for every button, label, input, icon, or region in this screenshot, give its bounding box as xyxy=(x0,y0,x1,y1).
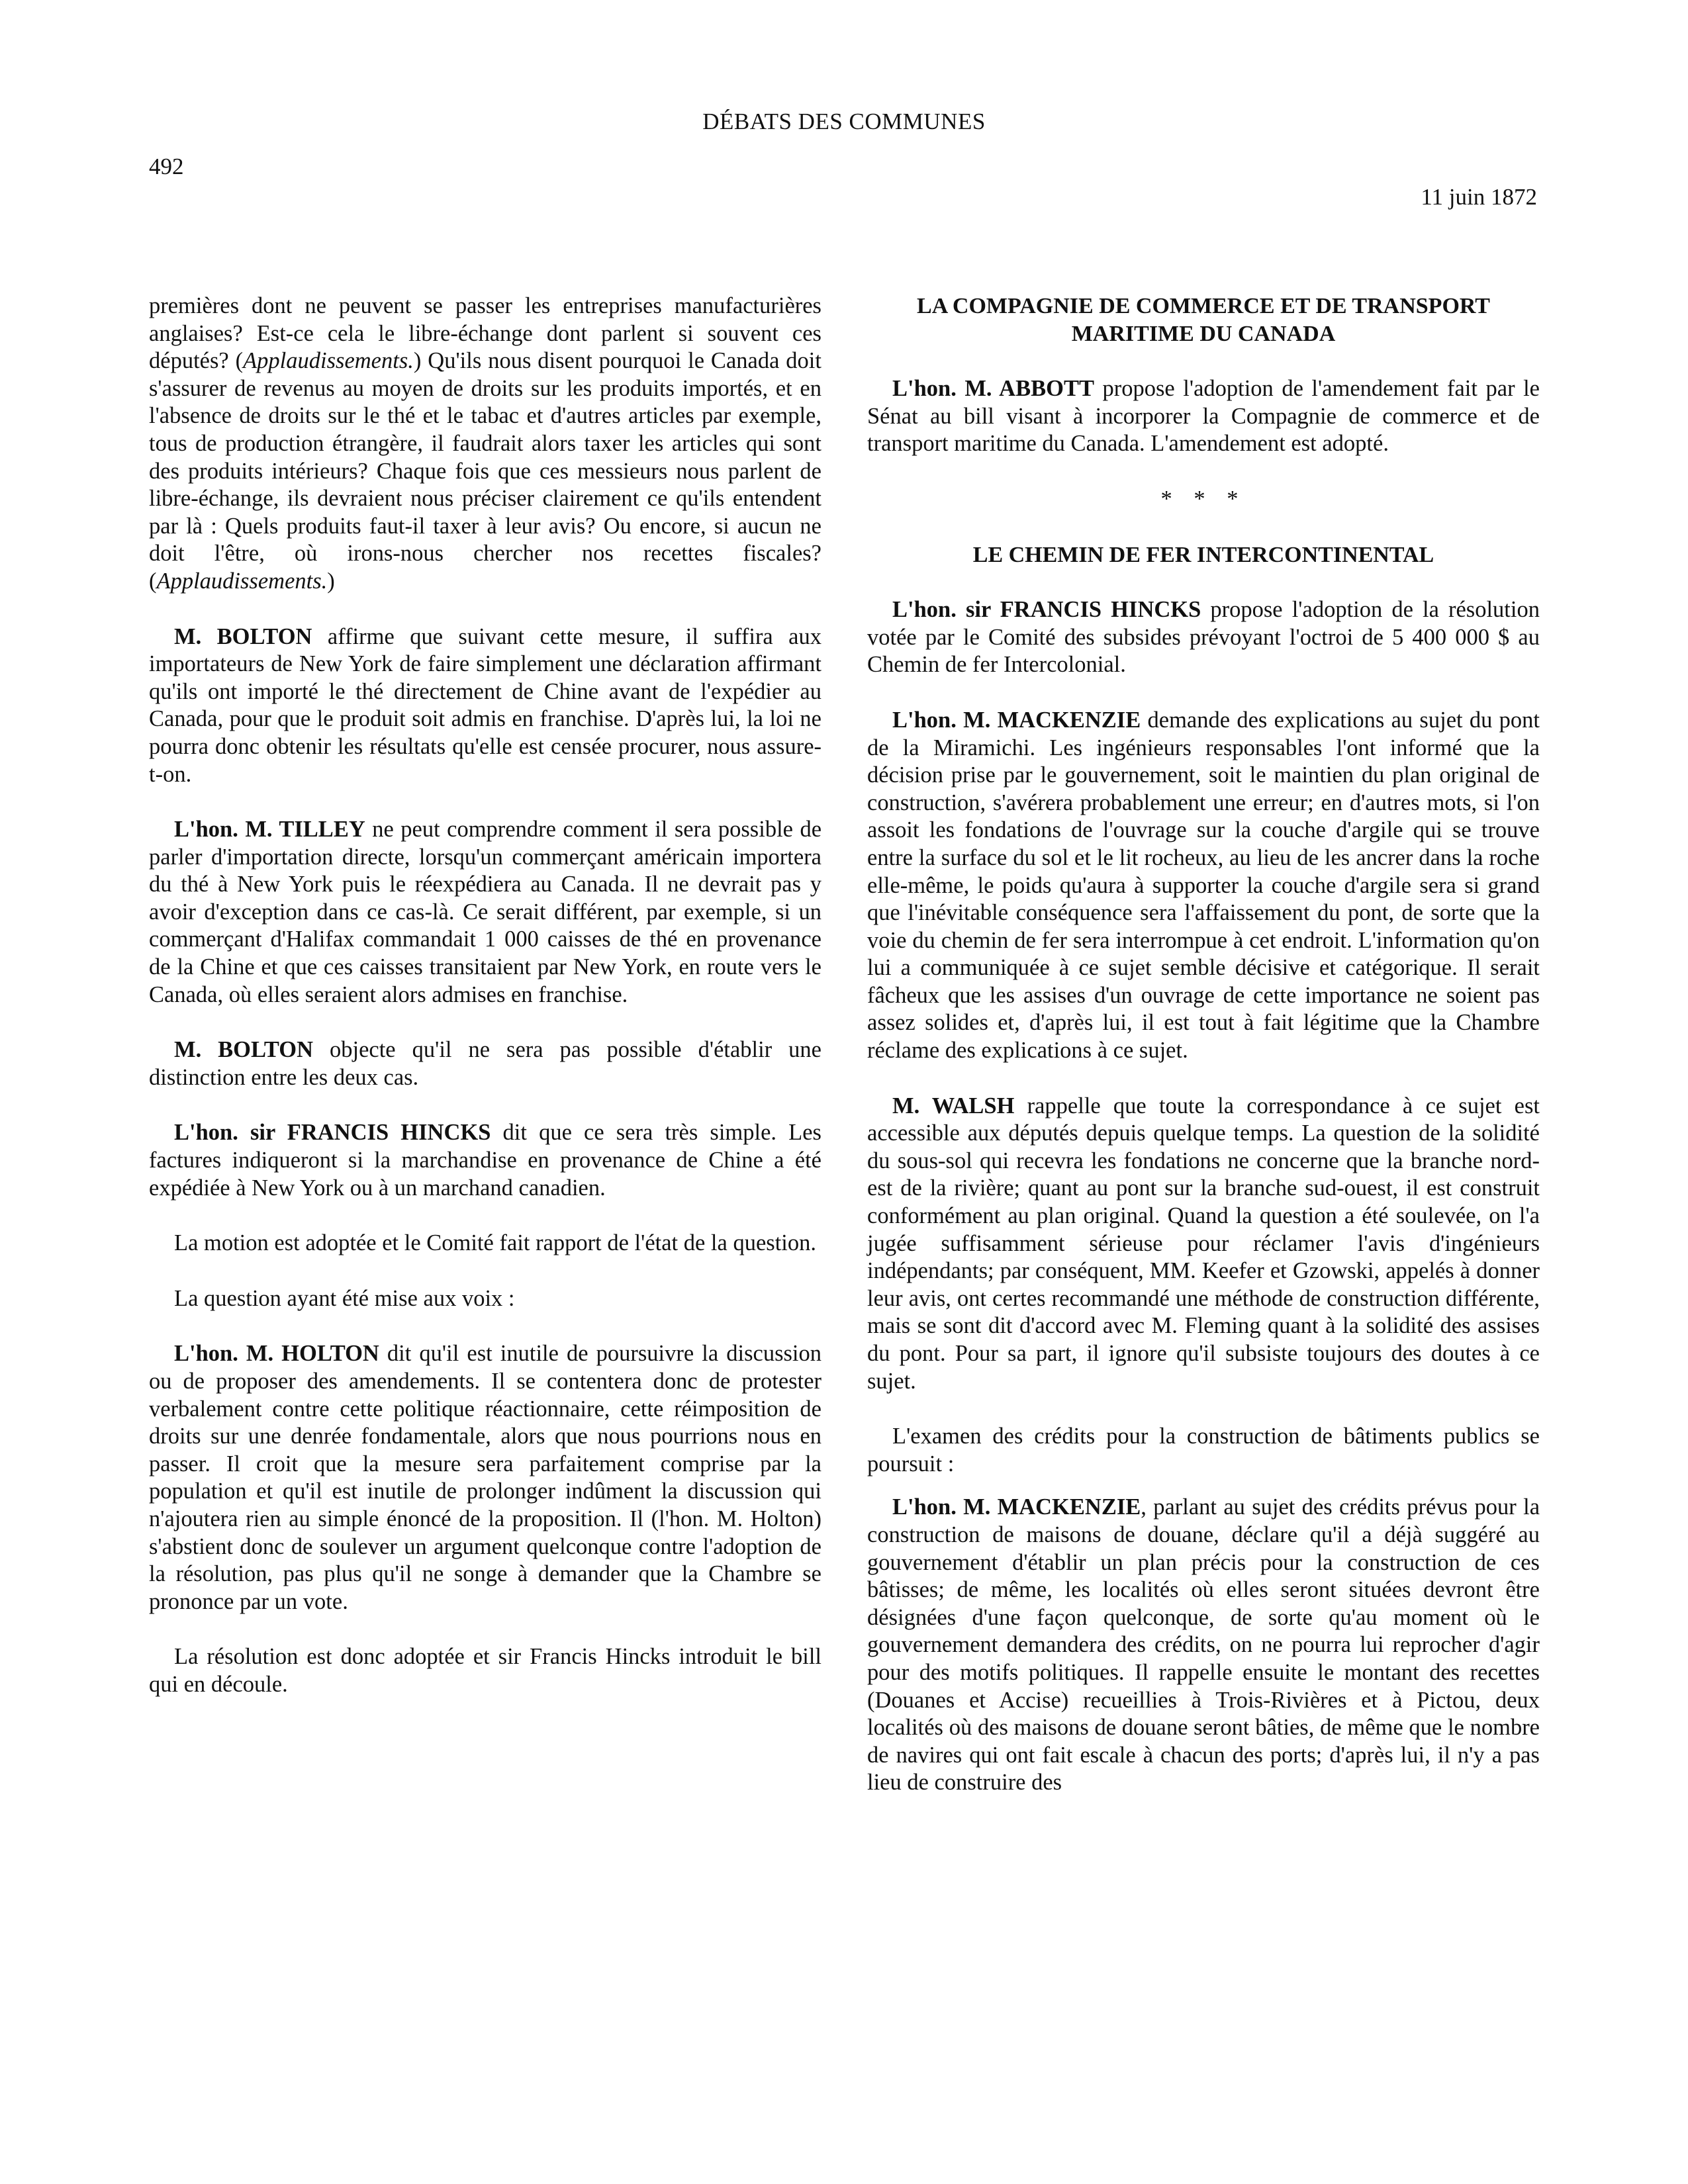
speaker-name: L'hon. sir FRANCIS HINCKS xyxy=(174,1120,491,1146)
paragraph-mackenzie-customs xyxy=(867,1494,1540,1797)
speaker-name: L'hon. sir FRANCIS HINCKS xyxy=(892,597,1201,623)
heading-line: MARITIME DU CANADA xyxy=(1071,321,1336,346)
paragraph-hincks-resolution xyxy=(867,596,1540,679)
section-heading-railway: LE CHEMIN DE FER INTERCONTINENTAL xyxy=(972,542,1434,567)
speaker-name: L'hon. M. TILLEY xyxy=(174,817,365,842)
paragraph-bolton-objection xyxy=(149,1036,821,1091)
paragraph-credits-review: L'examen des crédits pour la construction de bâtiments publics se poursuit : xyxy=(867,1424,1540,1477)
speaker-name: M. BOLTON xyxy=(174,623,312,649)
paragraph-resolution-adopted: La résolution est donc adoptée et sir Francis Hincks introduit le bill qui en découle. xyxy=(149,1644,821,1697)
speech-text: objecte qu'il ne sera pas possible d'établir une distinction entre les deux cas. xyxy=(149,1037,821,1090)
page-date: 11 juin 1872 xyxy=(1421,184,1537,210)
speaker-name: L'hon. M. MACKENZIE xyxy=(892,707,1141,733)
paragraph-mackenzie-bridge xyxy=(867,707,1540,1065)
applause-note: Applaudissements. xyxy=(243,348,414,374)
speaker-name: L'hon. M. ABBOTT xyxy=(892,376,1094,402)
paragraph-abbott xyxy=(867,375,1540,458)
paragraph-text: ) Qu'ils nous disent pourquoi le Canada doit s'assurer de revenus au moyen de droits sur les produits importés, et en l'absence de droits sur le thé et le tabac et d'autres articles par exemple, tous de production étrangère, il faudrait alors taxer les articles qui sont des produits intérieurs? Chaque fois que ces messieurs nous parlent de libre-échange, ils devraient nous préciser clairement ce qu'ils entendent par là : Quels produits faut-il taxer à leur avis? Ou encore, si aucun ne doit l'être, où irons-nous chercher nos recettes fiscales? ( xyxy=(149,348,821,594)
speaker-name: M. BOLTON xyxy=(174,1037,314,1063)
section-heading-maritime xyxy=(867,293,1540,347)
applause-note: Applaudissements. xyxy=(156,568,328,594)
paragraph-question-put: La question ayant été mise aux voix : xyxy=(174,1285,515,1311)
paragraph-free-trade xyxy=(149,293,821,596)
paragraph-motion-adopted: La motion est adoptée et le Comité fait rapport de l'état de la question. xyxy=(174,1230,816,1256)
speech-text: , parlant au sujet des crédits prévus pour la construction de maisons de douane, déclare qu'il a déjà suggéré au gouvernement d'établir un plan précis pour la construction de ces bâtisses; de même, les localités où elles seront situées devront être désignées d'une façon quelconque, de sorte qu'au moment où le gouvernement demandera des crédits, on ne pourra lui reprocher d'agir pour des motifs politiques. Il rappelle ensuite le montant des recettes (Douanes et Accise) recueillies à Trois-Rivières et à Pictou, deux localités où des maisons de douane seront bâties, de même que le nombre de navires qui ont fait escale à chacun des ports; d'après lui, il n'y a pas lieu de construire des xyxy=(867,1494,1540,1796)
speech-text: rappelle que toute la correspondance à ce sujet est accessible aux députés depuis quelque temps. La question de la solidité du sous-sol qui recevra les fondations ne concerne que la branche nord-est de la rivière; quant au pont sur la branche sud-ouest, il est construit conformément au plan original. Quand la question a été soulevée, on l'a jugée suffisamment sérieuse pour réclamer l'avis d'ingénieurs indépendants; par conséquent, MM. Keefer et Gzowski, appelés à donner leur avis, ont certes recommandé une méthode de construction différente, mais se sont dit d'accord avec M. Fleming quant à la solidité des assises du pont. Pour sa part, il ignore qu'il subsiste toujours des doutes à ce sujet. xyxy=(867,1093,1540,1394)
speaker-name: L'hon. M. HOLTON xyxy=(174,1341,379,1367)
speech-text: demande des explications au sujet du pont de la Miramichi. Les ingénieurs responsables l'ont informé que la décision prise par le gouvernement, soit le maintien du plan original de construction, s'avérera probablement une erreur; en d'autres mots, si l'on assoit les fondations de l'ouvrage sur la couche d'argile qui se trouve entre la surface du sol et le lit rocheux, au lieu de les ancrer dans la roche elle-même, le poids qu'aura à supporter la couche d'argile sera si grand que l'inévitable conséquence sera l'affaissement du pont, de sorte que la voie du chemin de fer sera interrompue à cet endroit. L'information qu'on lui a communiquée à ce sujet semble décisive et catégorique. Il serait fâcheux que les assises d'un ouvrage de cette importance ne soient pas assez solides et, d'après lui, il est tout à fait légitime que la Chambre réclame des explications à ce sujet. xyxy=(867,707,1540,1064)
speech-text: ne peut comprendre comment il sera possible de parler d'importation directe, lorsqu'un commerçant américain importera du thé à New York puis le réexpédiera au Canada. Il ne devrait pas y avoir d'exception dans ce cas-là. Ce serait différent, par exemple, si un commerçant d'Halifax commandait 1 000 caisses de thé en provenance de la Chine et que ces caisses transitaient par New York, en route vers le Canada, où elles seraient alors admises en franchise. xyxy=(149,817,822,1007)
speech-text: affirme que suivant cette mesure, il suffira aux importateurs de New York de faire simplement une déclaration affirmant qu'ils ont importé le thé directement de Chine avant de l'expédier au Canada, pour que le produit soit admis en franchise. D'après lui, la loi ne pourra donc obtenir les résultats qu'elle est censée procurer, nous assure-t-on. xyxy=(149,623,821,787)
paragraph-walsh xyxy=(867,1093,1540,1396)
paragraph-text: premières dont ne peuvent se passer les entreprises manufacturières anglaises? Est-ce cela le libre-échange dont parlent si souvent ces députés? ( xyxy=(149,293,821,374)
page-number: 492 xyxy=(149,154,184,179)
paragraph-holton xyxy=(149,1340,821,1615)
speech-text: dit qu'il est inutile de poursuivre la discussion ou de proposer des amendements. Il se contentera donc de protester verbalement contre cette politique réactionnaire, cette réimposition de droits sur une denrée fondamentale, alors que nous pourrions nous en passer. Il croit que la mesure sera parfaitement comprise par la population et qu'il est inutile de prolonger indûment la discussion qui n'ajoutera rien au simple énoncé de la proposition. Il (l'hon. M. Holton) s'abstient donc de soulever un argument quelconque contre l'adoption de la résolution, pas plus qu'il ne songe à demander que la Chambre se prononce par un vote. xyxy=(149,1341,822,1614)
speech-text: propose l'adoption de la résolution votée par le Comité des subsides prévoyant l'octroi de 5 400 000 $ au Chemin de fer Intercolonial. xyxy=(867,597,1540,678)
paragraph-tilley xyxy=(149,816,821,1009)
speech-text: propose l'adoption de l'amendement fait par le Sénat au bill visant à incorporer la Compagnie de commerce et de transport maritime du Canada. L'amendement est adopté. xyxy=(867,376,1540,457)
running-head: DÉBATS DES COMMUNES xyxy=(702,109,986,134)
right-column xyxy=(867,293,1540,1797)
paragraph-bolton xyxy=(149,623,821,789)
paragraph-hincks xyxy=(149,1119,821,1202)
left-column xyxy=(149,293,821,1699)
speech-text: dit que ce sera très simple. Les factures indiqueront si la marchandise en provenance de Chine a été expédiée à New York ou à un marchand canadien. xyxy=(149,1120,821,1201)
speaker-name: L'hon. M. MACKENZIE xyxy=(892,1494,1141,1520)
speaker-name: M. WALSH xyxy=(892,1093,1015,1118)
section-separator: * * * xyxy=(1160,486,1246,512)
paragraph-text: ) xyxy=(327,568,335,594)
heading-line: LA COMPAGNIE DE COMMERCE ET DE TRANSPORT xyxy=(917,294,1490,318)
